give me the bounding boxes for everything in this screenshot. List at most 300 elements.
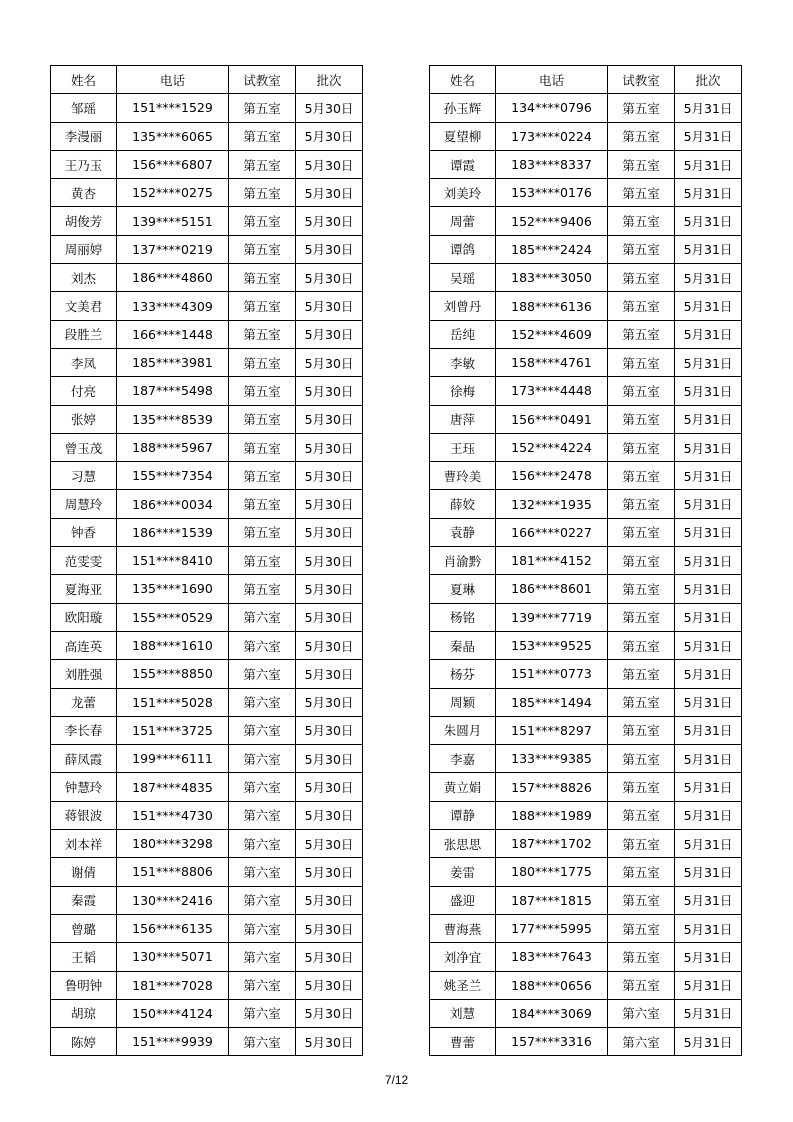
table-row — [51, 688, 363, 716]
cell-room: 第六室 — [229, 745, 296, 773]
cell-room: 第六室 — [229, 716, 296, 744]
cell-name: 张思思 — [430, 830, 496, 858]
table-row — [51, 830, 363, 858]
cell-phone: 139****7719 — [496, 603, 608, 631]
cell-phone: 152****4224 — [496, 433, 608, 461]
cell-room: 第五室 — [608, 462, 675, 490]
header-batch: 批次 — [675, 66, 742, 94]
table-row — [430, 660, 742, 688]
cell-phone: 155****7354 — [117, 462, 229, 490]
cell-room: 第五室 — [608, 603, 675, 631]
cell-room: 第五室 — [608, 348, 675, 376]
cell-room: 第六室 — [229, 999, 296, 1027]
cell-name: 姚圣兰 — [430, 971, 496, 999]
table-row — [51, 547, 363, 575]
cell-phone: 180****1775 — [496, 858, 608, 886]
table-row — [430, 94, 742, 122]
cell-phone: 151****5028 — [117, 688, 229, 716]
table-row — [430, 518, 742, 546]
cell-name: 刘慧 — [430, 999, 496, 1027]
cell-room: 第六室 — [229, 914, 296, 942]
cell-name: 夏琳 — [430, 575, 496, 603]
table-row — [51, 518, 363, 546]
cell-room: 第五室 — [229, 518, 296, 546]
cell-name: 秦霞 — [51, 886, 117, 914]
cell-batch: 5月30日 — [296, 660, 363, 688]
page-number: 7/12 — [384, 1073, 409, 1087]
cell-name: 段胜兰 — [51, 320, 117, 348]
cell-name: 周丽婷 — [51, 235, 117, 263]
cell-name: 鲁明钟 — [51, 971, 117, 999]
table-row — [51, 207, 363, 235]
cell-batch: 5月30日 — [296, 971, 363, 999]
left-roster-table — [50, 65, 363, 1056]
cell-phone: 185****2424 — [496, 235, 608, 263]
cell-phone: 134****0796 — [496, 94, 608, 122]
cell-room: 第五室 — [608, 914, 675, 942]
header-room: 试教室 — [608, 66, 675, 94]
cell-phone: 166****1448 — [117, 320, 229, 348]
cell-room: 第五室 — [229, 264, 296, 292]
cell-room: 第六室 — [229, 773, 296, 801]
cell-room: 第六室 — [229, 631, 296, 659]
table-row — [51, 462, 363, 490]
cell-name: 孙玉辉 — [430, 94, 496, 122]
cell-name: 周蕾 — [430, 207, 496, 235]
table-row — [430, 264, 742, 292]
cell-batch: 5月31日 — [675, 830, 742, 858]
cell-batch: 5月30日 — [296, 858, 363, 886]
cell-phone: 186****4860 — [117, 264, 229, 292]
cell-name: 唐萍 — [430, 405, 496, 433]
table-row — [430, 179, 742, 207]
table-row — [430, 292, 742, 320]
cell-name: 周颖 — [430, 688, 496, 716]
cell-phone: 187****4835 — [117, 773, 229, 801]
cell-room: 第六室 — [608, 999, 675, 1027]
cell-phone: 183****3050 — [496, 264, 608, 292]
table-row — [51, 603, 363, 631]
cell-phone: 157****3316 — [496, 1028, 608, 1056]
cell-room: 第六室 — [229, 830, 296, 858]
cell-name: 龙蕾 — [51, 688, 117, 716]
table-row — [51, 943, 363, 971]
cell-room: 第五室 — [608, 292, 675, 320]
cell-name: 徐梅 — [430, 377, 496, 405]
cell-phone: 187****1702 — [496, 830, 608, 858]
table-row — [51, 94, 363, 122]
table-row — [51, 716, 363, 744]
cell-batch: 5月30日 — [296, 150, 363, 178]
table-row — [430, 971, 742, 999]
table-row — [430, 207, 742, 235]
cell-room: 第六室 — [229, 688, 296, 716]
cell-room: 第六室 — [229, 801, 296, 829]
cell-room: 第五室 — [608, 94, 675, 122]
cell-batch: 5月31日 — [675, 490, 742, 518]
table-row — [51, 235, 363, 263]
cell-batch: 5月31日 — [675, 603, 742, 631]
table-row — [430, 575, 742, 603]
cell-phone: 188****6136 — [496, 292, 608, 320]
cell-phone: 199****6111 — [117, 745, 229, 773]
table-row — [51, 150, 363, 178]
cell-room: 第六室 — [229, 858, 296, 886]
cell-name: 刘杰 — [51, 264, 117, 292]
cell-batch: 5月30日 — [296, 518, 363, 546]
table-row — [430, 348, 742, 376]
cell-phone: 151****8410 — [117, 547, 229, 575]
cell-batch: 5月31日 — [675, 943, 742, 971]
table-row — [51, 1028, 363, 1056]
cell-room: 第五室 — [229, 490, 296, 518]
cell-phone: 152****4609 — [496, 320, 608, 348]
cell-room: 第五室 — [608, 575, 675, 603]
cell-batch: 5月31日 — [675, 801, 742, 829]
table-row — [51, 264, 363, 292]
cell-phone: 173****4448 — [496, 377, 608, 405]
table-row — [51, 348, 363, 376]
table-row — [51, 320, 363, 348]
cell-room: 第五室 — [608, 943, 675, 971]
cell-phone: 156****6135 — [117, 914, 229, 942]
cell-batch: 5月30日 — [296, 348, 363, 376]
header-phone: 电话 — [496, 66, 608, 94]
cell-batch: 5月31日 — [675, 745, 742, 773]
cell-name: 袁静 — [430, 518, 496, 546]
header-name: 姓名 — [51, 66, 117, 94]
table-row — [430, 999, 742, 1027]
cell-batch: 5月30日 — [296, 631, 363, 659]
cell-room: 第五室 — [608, 264, 675, 292]
table-row — [51, 773, 363, 801]
table-row — [51, 575, 363, 603]
cell-batch: 5月31日 — [675, 773, 742, 801]
cell-phone: 132****1935 — [496, 490, 608, 518]
cell-room: 第五室 — [608, 858, 675, 886]
table-row — [51, 377, 363, 405]
cell-batch: 5月31日 — [675, 320, 742, 348]
cell-phone: 135****8539 — [117, 405, 229, 433]
cell-room: 第五室 — [608, 235, 675, 263]
table-row — [51, 745, 363, 773]
cell-batch: 5月30日 — [296, 433, 363, 461]
cell-phone: 151****8806 — [117, 858, 229, 886]
cell-phone: 135****1690 — [117, 575, 229, 603]
cell-name: 邹瑶 — [51, 94, 117, 122]
cell-phone: 183****7643 — [496, 943, 608, 971]
cell-room: 第五室 — [229, 405, 296, 433]
cell-name: 胡琼 — [51, 999, 117, 1027]
cell-room: 第五室 — [608, 773, 675, 801]
cell-phone: 133****4309 — [117, 292, 229, 320]
cell-name: 曹玲美 — [430, 462, 496, 490]
cell-room: 第五室 — [229, 179, 296, 207]
cell-room: 第五室 — [608, 433, 675, 461]
cell-room: 第五室 — [229, 433, 296, 461]
cell-name: 曹海燕 — [430, 914, 496, 942]
cell-name: 刘曾丹 — [430, 292, 496, 320]
table-row — [51, 886, 363, 914]
header-batch: 批次 — [296, 66, 363, 94]
cell-batch: 5月31日 — [675, 660, 742, 688]
cell-phone: 181****4152 — [496, 547, 608, 575]
table-row — [51, 660, 363, 688]
cell-phone: 177****5995 — [496, 914, 608, 942]
cell-phone: 156****2478 — [496, 462, 608, 490]
cell-name: 曹蕾 — [430, 1028, 496, 1056]
table-row — [430, 688, 742, 716]
table-row — [51, 971, 363, 999]
header-name: 姓名 — [430, 66, 496, 94]
cell-batch: 5月30日 — [296, 688, 363, 716]
cell-batch: 5月31日 — [675, 518, 742, 546]
cell-name: 刘美玲 — [430, 179, 496, 207]
cell-batch: 5月30日 — [296, 405, 363, 433]
cell-phone: 155****0529 — [117, 603, 229, 631]
cell-room: 第五室 — [229, 122, 296, 150]
cell-room: 第五室 — [229, 150, 296, 178]
cell-batch: 5月30日 — [296, 886, 363, 914]
cell-room: 第五室 — [229, 462, 296, 490]
cell-name: 黄杏 — [51, 179, 117, 207]
cell-phone: 130****5071 — [117, 943, 229, 971]
table-row — [430, 490, 742, 518]
cell-room: 第五室 — [608, 547, 675, 575]
cell-room: 第五室 — [229, 207, 296, 235]
cell-phone: 151****3725 — [117, 716, 229, 744]
cell-name: 李漫丽 — [51, 122, 117, 150]
cell-phone: 155****8850 — [117, 660, 229, 688]
cell-batch: 5月30日 — [296, 914, 363, 942]
cell-name: 钟香 — [51, 518, 117, 546]
cell-name: 刘胜强 — [51, 660, 117, 688]
cell-name: 付亮 — [51, 377, 117, 405]
table-row — [430, 886, 742, 914]
cell-room: 第五室 — [229, 320, 296, 348]
header-room: 试教室 — [229, 66, 296, 94]
cell-phone: 188****5967 — [117, 433, 229, 461]
cell-room: 第六室 — [229, 971, 296, 999]
cell-phone: 186****0034 — [117, 490, 229, 518]
cell-name: 谢倩 — [51, 858, 117, 886]
cell-name: 刘本祥 — [51, 830, 117, 858]
right-roster-table — [429, 65, 742, 1056]
cell-phone: 181****7028 — [117, 971, 229, 999]
cell-room: 第五室 — [608, 179, 675, 207]
cell-room: 第五室 — [608, 490, 675, 518]
cell-room: 第五室 — [608, 688, 675, 716]
cell-name: 吴瑶 — [430, 264, 496, 292]
cell-batch: 5月30日 — [296, 773, 363, 801]
cell-room: 第六室 — [229, 886, 296, 914]
cell-name: 夏海亚 — [51, 575, 117, 603]
cell-room: 第六室 — [229, 660, 296, 688]
cell-name: 钟慧玲 — [51, 773, 117, 801]
cell-batch: 5月30日 — [296, 292, 363, 320]
table-row — [430, 631, 742, 659]
table-row — [430, 433, 742, 461]
cell-phone: 188****1989 — [496, 801, 608, 829]
cell-name: 薛姣 — [430, 490, 496, 518]
cell-batch: 5月31日 — [675, 575, 742, 603]
table-row — [430, 1028, 742, 1056]
cell-name: 肖渝黔 — [430, 547, 496, 575]
table-row — [51, 122, 363, 150]
cell-phone: 151****0773 — [496, 660, 608, 688]
cell-batch: 5月30日 — [296, 999, 363, 1027]
table-row — [51, 914, 363, 942]
cell-name: 谭鸽 — [430, 235, 496, 263]
cell-phone: 150****4124 — [117, 999, 229, 1027]
table-row — [51, 292, 363, 320]
cell-room: 第五室 — [608, 518, 675, 546]
cell-batch: 5月31日 — [675, 971, 742, 999]
cell-room: 第五室 — [608, 830, 675, 858]
cell-room: 第五室 — [229, 292, 296, 320]
table-row — [51, 490, 363, 518]
cell-batch: 5月31日 — [675, 631, 742, 659]
cell-phone: 130****2416 — [117, 886, 229, 914]
cell-name: 文美君 — [51, 292, 117, 320]
cell-batch: 5月30日 — [296, 122, 363, 150]
cell-phone: 185****1494 — [496, 688, 608, 716]
cell-phone: 183****8337 — [496, 150, 608, 178]
table-row — [51, 631, 363, 659]
table-row — [430, 377, 742, 405]
cell-phone: 158****4761 — [496, 348, 608, 376]
cell-phone: 137****0219 — [117, 235, 229, 263]
cell-batch: 5月31日 — [675, 264, 742, 292]
cell-name: 王韬 — [51, 943, 117, 971]
cell-batch: 5月30日 — [296, 830, 363, 858]
cell-name: 杨铭 — [430, 603, 496, 631]
cell-phone: 188****0656 — [496, 971, 608, 999]
cell-phone: 151****4730 — [117, 801, 229, 829]
cell-name: 王乃玉 — [51, 150, 117, 178]
cell-phone: 180****3298 — [117, 830, 229, 858]
cell-room: 第五室 — [608, 320, 675, 348]
cell-phone: 173****0224 — [496, 122, 608, 150]
cell-name: 谭静 — [430, 801, 496, 829]
cell-name: 陈婷 — [51, 1028, 117, 1056]
cell-name: 王珏 — [430, 433, 496, 461]
cell-room: 第六室 — [229, 1028, 296, 1056]
cell-batch: 5月30日 — [296, 462, 363, 490]
table-row — [51, 999, 363, 1027]
table-row — [430, 773, 742, 801]
cell-batch: 5月31日 — [675, 716, 742, 744]
cell-batch: 5月31日 — [675, 179, 742, 207]
cell-room: 第五室 — [608, 207, 675, 235]
cell-batch: 5月31日 — [675, 914, 742, 942]
cell-batch: 5月30日 — [296, 235, 363, 263]
cell-name: 谭霞 — [430, 150, 496, 178]
cell-batch: 5月31日 — [675, 235, 742, 263]
table-row — [51, 858, 363, 886]
cell-batch: 5月31日 — [675, 377, 742, 405]
table-row — [430, 830, 742, 858]
table-row — [430, 603, 742, 631]
cell-name: 岳纯 — [430, 320, 496, 348]
cell-phone: 156****0491 — [496, 405, 608, 433]
table-row — [51, 405, 363, 433]
table-row — [430, 320, 742, 348]
cell-batch: 5月31日 — [675, 688, 742, 716]
cell-batch: 5月31日 — [675, 405, 742, 433]
cell-room: 第五室 — [608, 745, 675, 773]
cell-name: 李敏 — [430, 348, 496, 376]
cell-batch: 5月30日 — [296, 943, 363, 971]
cell-name: 夏望柳 — [430, 122, 496, 150]
cell-room: 第五室 — [229, 235, 296, 263]
cell-phone: 152****9406 — [496, 207, 608, 235]
table-row — [430, 405, 742, 433]
table-row — [430, 914, 742, 942]
cell-phone: 186****1539 — [117, 518, 229, 546]
cell-phone: 185****3981 — [117, 348, 229, 376]
cell-batch: 5月31日 — [675, 94, 742, 122]
cell-room: 第五室 — [608, 405, 675, 433]
cell-batch: 5月30日 — [296, 801, 363, 829]
cell-room: 第五室 — [608, 377, 675, 405]
cell-phone: 139****5151 — [117, 207, 229, 235]
table-row — [430, 943, 742, 971]
cell-phone: 153****9525 — [496, 631, 608, 659]
cell-name: 周慧玲 — [51, 490, 117, 518]
cell-name: 张婷 — [51, 405, 117, 433]
cell-batch: 5月30日 — [296, 490, 363, 518]
table-row — [430, 122, 742, 150]
cell-name: 杨芬 — [430, 660, 496, 688]
cell-batch: 5月31日 — [675, 1028, 742, 1056]
header-row — [51, 66, 363, 94]
cell-batch: 5月30日 — [296, 207, 363, 235]
cell-name: 李长春 — [51, 716, 117, 744]
cell-batch: 5月30日 — [296, 716, 363, 744]
cell-phone: 151****9939 — [117, 1028, 229, 1056]
cell-batch: 5月30日 — [296, 377, 363, 405]
cell-phone: 188****1610 — [117, 631, 229, 659]
cell-phone: 186****8601 — [496, 575, 608, 603]
table-row — [430, 745, 742, 773]
header-phone: 电话 — [117, 66, 229, 94]
table-row — [430, 150, 742, 178]
cell-name: 欧阳璇 — [51, 603, 117, 631]
cell-phone: 133****9385 — [496, 745, 608, 773]
cell-name: 蒋银波 — [51, 801, 117, 829]
cell-name: 范雯雯 — [51, 547, 117, 575]
cell-batch: 5月31日 — [675, 292, 742, 320]
header-row — [430, 66, 742, 94]
cell-batch: 5月31日 — [675, 462, 742, 490]
cell-name: 习慧 — [51, 462, 117, 490]
cell-name: 姜雷 — [430, 858, 496, 886]
table-row — [430, 801, 742, 829]
table-row — [51, 179, 363, 207]
cell-room: 第五室 — [608, 122, 675, 150]
cell-room: 第五室 — [608, 660, 675, 688]
cell-phone: 151****8297 — [496, 716, 608, 744]
cell-batch: 5月30日 — [296, 575, 363, 603]
cell-phone: 156****6807 — [117, 150, 229, 178]
cell-batch: 5月31日 — [675, 150, 742, 178]
cell-room: 第六室 — [229, 943, 296, 971]
cell-batch: 5月31日 — [675, 122, 742, 150]
table-row — [51, 801, 363, 829]
cell-batch: 5月31日 — [675, 999, 742, 1027]
cell-batch: 5月30日 — [296, 547, 363, 575]
